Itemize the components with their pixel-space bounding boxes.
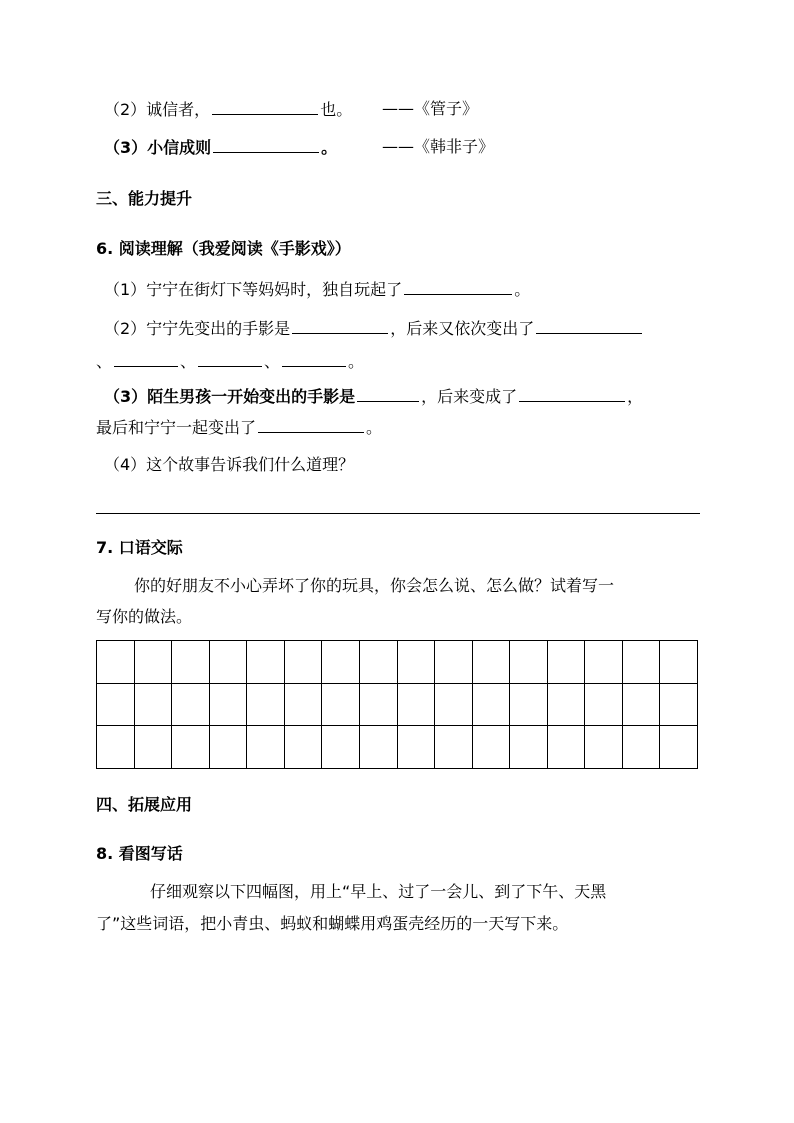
answer-blank[interactable] [519, 383, 625, 402]
q6-item-3-line2: 最后和宁宁一起变出了 [96, 418, 257, 437]
q5-item-3-prefix: （3）小信成则 [104, 138, 212, 157]
q6-item-3 [104, 383, 643, 407]
period: 。 [366, 418, 383, 437]
separator: 、 [180, 352, 197, 371]
answer-blank[interactable] [198, 348, 262, 367]
answer-blank[interactable] [357, 383, 419, 402]
q6-item-1 [104, 276, 530, 300]
q6-item-2 [104, 315, 644, 339]
q5-item-3-source: ——《韩非子》 [382, 137, 495, 156]
section-3-title: 三、能力提升 [96, 189, 193, 208]
q5-item-2-suffix: 也。 [320, 100, 353, 119]
q6-item-2-text: （2）宁宁先变出的手影是 [104, 319, 291, 338]
q7-title: 7. 口语交际 [96, 538, 183, 557]
q6-item-1-text: （1）宁宁在街灯下等妈妈时，独自玩起了 [104, 280, 403, 299]
section-4-title: 四、拓展应用 [96, 795, 193, 814]
writing-grid[interactable] [96, 640, 698, 769]
answer-line[interactable] [96, 513, 700, 514]
q6-item-2-continued [96, 348, 364, 372]
q6-title: 6. 阅读理解（我爱阅读《手影戏》） [96, 239, 351, 258]
answer-blank[interactable] [536, 315, 642, 334]
q6-item-3-continued [96, 414, 382, 438]
answer-blank[interactable] [213, 134, 319, 153]
grid-row [97, 683, 698, 726]
q7-prompt-line-2: 写你的做法。 [96, 607, 193, 626]
q8-prompt-line-1: 仔细观察以下四幅图，用上“早上、过了一会儿、到了下午、天黑 [150, 882, 607, 901]
grid-row [97, 726, 698, 769]
comma: ， [627, 387, 644, 406]
q5-item-3 [104, 134, 337, 158]
answer-blank[interactable] [114, 348, 178, 367]
q7-prompt-line-1: 你的好朋友不小心弄坏了你的玩具，你会怎么说、怎么做？试着写一 [134, 576, 615, 595]
q8-prompt-line-2: 了”这些词语，把小青虫、蚂蚁和蝴蝶用鸡蛋壳经历的一天写下来。 [96, 914, 569, 933]
answer-blank[interactable] [258, 414, 364, 433]
q8-title: 8. 看图写话 [96, 844, 183, 863]
answer-blank[interactable] [282, 348, 346, 367]
q5-item-2 [104, 96, 352, 120]
separator: 、 [96, 352, 113, 371]
q6-item-1-suffix: 。 [514, 280, 531, 299]
q6-item-3-middle: ，后来变成了 [421, 387, 518, 406]
q6-item-4: （4）这个故事告诉我们什么道理？ [104, 455, 355, 474]
grid-row [97, 641, 698, 684]
q5-item-2-source: ——《管子》 [382, 99, 479, 118]
separator: 、 [264, 352, 281, 371]
q5-item-3-suffix: 。 [321, 138, 338, 157]
q6-item-3-text: （3）陌生男孩一开始变出的手影是 [104, 387, 356, 406]
answer-blank[interactable] [212, 96, 318, 115]
answer-blank[interactable] [292, 315, 388, 334]
q5-item-2-prefix: （2）诚信者， [104, 100, 211, 119]
period: 。 [348, 352, 365, 371]
q6-item-2-middle: ，后来又依次变出了 [390, 319, 535, 338]
answer-blank[interactable] [404, 276, 512, 295]
